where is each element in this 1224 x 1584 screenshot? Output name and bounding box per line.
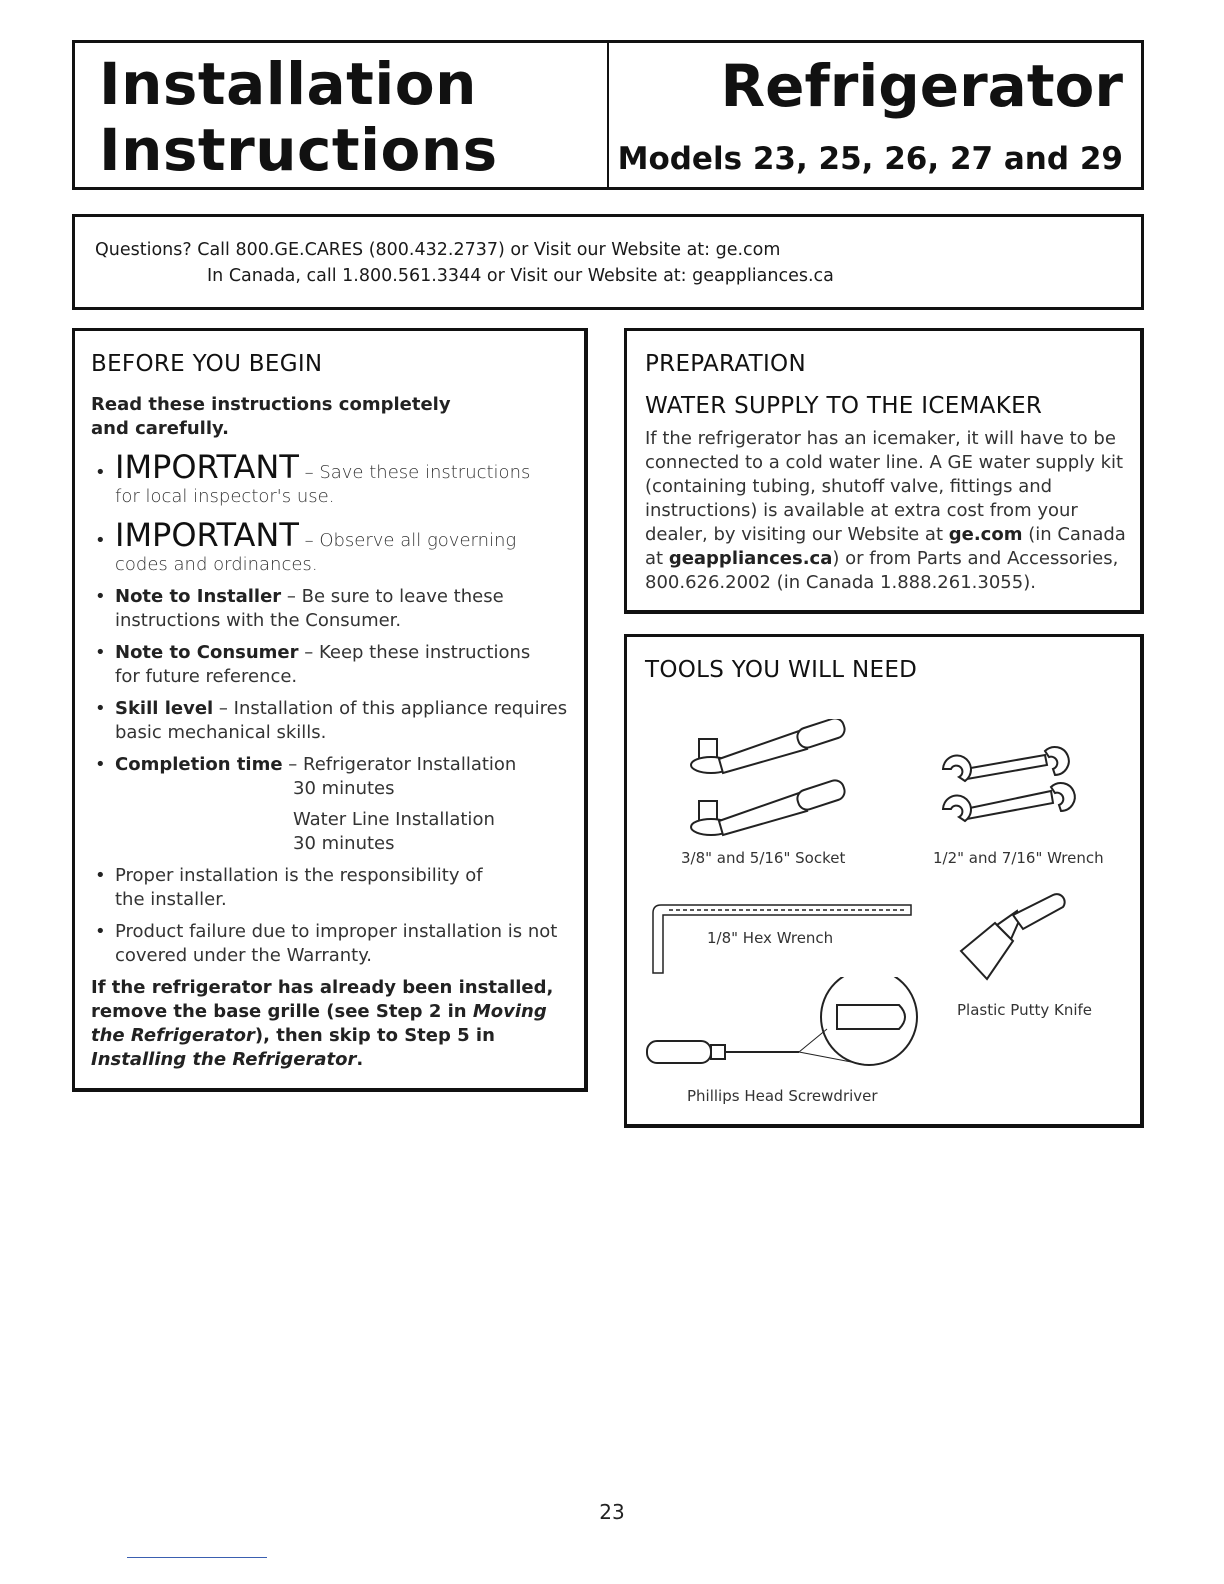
note-installer-label: Note to Installer xyxy=(115,586,282,607)
ge-website-link[interactable]: ge.com xyxy=(948,524,1023,545)
skill-label: Skill level xyxy=(115,698,214,719)
completion-label: Completion time xyxy=(115,754,283,775)
socket-wrench-icon xyxy=(689,719,859,849)
socket-label: 3/8" and 5/16" Socket xyxy=(681,849,846,867)
completion-refrigerator-time: 30 minutes xyxy=(293,778,395,799)
dash: – xyxy=(298,462,320,483)
proper-text: Proper installation is the responsibility of xyxy=(115,865,483,886)
document-header xyxy=(72,40,1144,190)
important-1-text-2: for local inspector's use. xyxy=(115,486,335,507)
lead-line-2: and carefully. xyxy=(91,418,229,439)
important-label: IMPORTANT xyxy=(115,448,299,486)
important-label: IMPORTANT xyxy=(115,516,299,554)
skill-text: – Installation of this appliance requires xyxy=(213,698,568,719)
contact-box xyxy=(72,214,1144,310)
contact-us-line: Questions? Call 800.GE.CARES (800.432.2737) or Visit our Website at: ge.com xyxy=(95,240,781,260)
wrench-label: 1/2" and 7/16" Wrench xyxy=(933,849,1104,867)
section-title: TOOLS YOU WILL NEED xyxy=(645,657,918,683)
section-title: PREPARATION xyxy=(645,351,806,377)
page-number: 23 xyxy=(599,1500,625,1524)
before-list xyxy=(91,449,568,968)
prep-text-3: ) or from Parts and Accessories, 800.626.2002 (in Canada 1.888.261.3055). xyxy=(645,548,1119,593)
footer-rule xyxy=(127,1557,267,1558)
section-title: BEFORE YOU BEGIN xyxy=(91,351,323,377)
dash: – xyxy=(298,530,320,551)
screwdriver-label: Phillips Head Screwdriver xyxy=(687,1087,878,1105)
list-item-note-installer xyxy=(91,585,568,633)
note-consumer-label: Note to Consumer xyxy=(115,642,299,663)
closing-installing-ref: Installing the Refrigerator xyxy=(91,1049,357,1070)
water-supply-text xyxy=(645,427,1126,595)
important-2-text-2: codes and ordinances. xyxy=(115,554,318,575)
closing-part-1: If the refrigerator has already been installed, remove the base grille (see Step 2 in xyxy=(91,977,554,1022)
prep-text-1: If the refrigerator has an icemaker, it will have to be connected to a cold water line. A GE water supply kit (containing tubing, shutoff valve, fittings and instructions) is available at extra cost from your dealer, by visiting our Website at xyxy=(645,428,1124,545)
proper-text-2: the installer. xyxy=(115,889,227,910)
note-consumer-text-2: for future reference. xyxy=(115,666,298,687)
closing-part-3: . xyxy=(356,1049,364,1070)
list-item-proper-installation xyxy=(91,864,568,912)
contact-canada-line: In Canada, call 1.800.561.3344 or Visit our Website at: geappliances.ca xyxy=(207,266,834,286)
lead-text xyxy=(91,393,568,441)
closing-moving-ref: Moving the Refrigerator xyxy=(91,1001,547,1046)
header-product-block xyxy=(609,43,1141,187)
important-2-text: Observe all governing xyxy=(319,530,517,551)
completion-water-line: Water Line Installation xyxy=(293,809,495,830)
list-item-completion-time xyxy=(91,753,568,856)
note-consumer-text: – Keep these instructions xyxy=(298,642,531,663)
list-item-important-2 xyxy=(91,517,568,577)
failure-text-2: covered under the Warranty. xyxy=(115,945,373,966)
phillips-screwdriver-icon xyxy=(641,977,931,1087)
completion-water-time: 30 minutes xyxy=(293,833,395,854)
important-1-text: Save these instructions xyxy=(319,462,531,483)
already-installed-note xyxy=(91,976,568,1072)
title-line-1: Installation xyxy=(99,50,477,118)
tools-section xyxy=(624,634,1144,1128)
before-you-begin-section xyxy=(72,328,588,1092)
list-item-important-1 xyxy=(91,449,568,509)
open-end-wrench-icon xyxy=(935,743,1095,839)
prep-text-2: (in Canada at xyxy=(645,524,1126,569)
preparation-section xyxy=(624,328,1144,614)
skill-text-2: basic mechanical skills. xyxy=(115,722,327,743)
title-line-2: Instructions xyxy=(99,116,498,184)
list-item-product-failure xyxy=(91,920,568,968)
list-item-skill-level xyxy=(91,697,568,745)
completion-text: – Refrigerator Installation xyxy=(282,754,517,775)
note-installer-text-2: instructions with the Consumer. xyxy=(115,610,402,631)
putty-knife-label: Plastic Putty Knife xyxy=(957,1001,1092,1019)
header-title-block xyxy=(75,43,609,187)
list-item-note-consumer xyxy=(91,641,568,689)
product-name: Refrigerator xyxy=(720,52,1123,120)
water-supply-title: WATER SUPPLY TO THE ICEMAKER xyxy=(645,393,1043,419)
hex-wrench-label: 1/8" Hex Wrench xyxy=(707,929,834,947)
lead-line-1: Read these instructions completely xyxy=(91,394,451,415)
note-installer-text: – Be sure to leave these xyxy=(281,586,504,607)
closing-part-2: ), then skip to Step 5 in xyxy=(254,1025,495,1046)
failure-text: Product failure due to improper installation is not xyxy=(115,921,558,942)
models-list: Models 23, 25, 26, 27 and 29 xyxy=(617,141,1123,177)
geappliances-website-link[interactable]: geappliances.ca xyxy=(668,548,833,569)
putty-knife-icon xyxy=(957,893,1077,983)
